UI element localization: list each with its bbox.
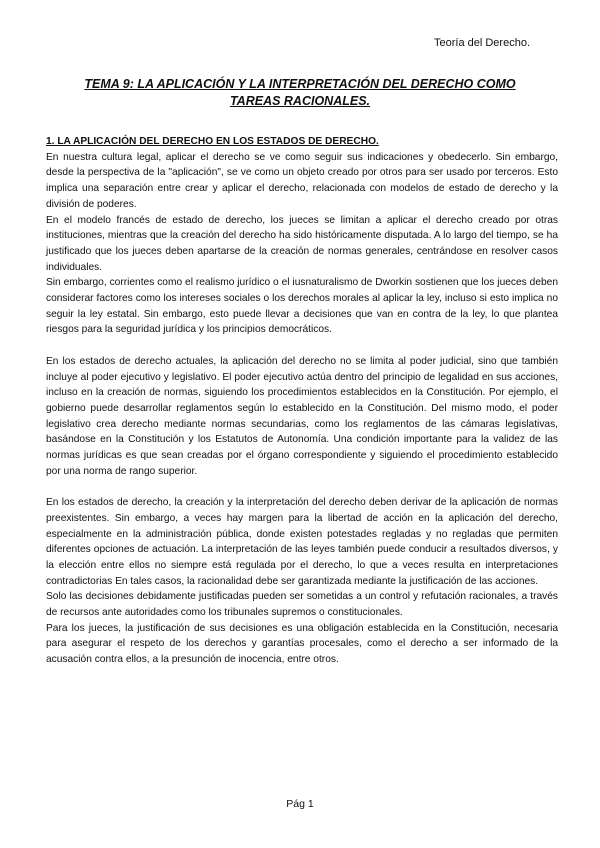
paragraph-3: Sin embargo, corrientes como el realismo jurídico o el iusnaturalismo de Dworkin sostienen que los jueces deben considerar factores como los intereses sociales o los derechos morales al aplicar la ley, incluso si esto implica no seguir la ley estatal. Sin embargo, esto puede llevar a decisiones que van en contra de la ley, lo que plantea riesgos para la seguridad jurídica y los principios democráticos. [46,277,558,336]
paragraph-6: Solo las decisiones debidamente justificadas pueden ser sometidas a un control y refutación racionales, a través de recursos ante autoridades como los tribunales supremos o constitucionales. [46,591,558,619]
document-body [46,134,558,668]
paragraph-5: En los estados de derecho, la creación y la interpretación del derecho deben derivar de la aplicación de normas preexistentes. Sin embargo, a veces hay margen para la libertad de acción en la aplicación del derecho, especialmente en la administración pública, donde existen potestades regladas y no regladas que permiten diferentes opciones de actuación. La interpretación de las leyes también puede conducir a resultados diversos, y la elección entre ellos no siempre está regulada por el derecho, lo que a veces resulta en interpretaciones contradictorias En tales casos, la racionalidad debe ser garantizada mediante la justificación de las acciones. [46,497,558,587]
paragraph-2: En el modelo francés de estado de derecho, los jueces se limitan a aplicar el derecho creado por otras instituciones, mientras que la creación del derecho ha sido históricamente disputada. A lo largo del tiempo, se ha justificado que los jueces deben apartarse de la creación de normas generales, centrándose en resolver casos individuales. [46,214,558,273]
section-heading: 1. LA APLICACIÓN DEL DERECHO EN LOS ESTADOS DE DERECHO. [46,136,379,147]
paragraph-7: Para los jueces, la justificación de sus decisiones es una obligación establecida en la Constitución, necesaria para asegurar el respeto de los derechos y garantías procesales, como el derecho a ser informado de la acusación contra ellos, a la presunción de inocencia, entre otros. [46,622,558,666]
paragraph-4: En los estados de derecho actuales, la aplicación del derecho no se limita al poder judicial, sino que también incluye al poder ejecutivo y legislativo. El poder ejecutivo actúa dentro del principio de legalidad en sus acciones, incluso en la creación de normas, siguiendo los procedimientos establecidos en la Constitución. Por ejemplo, el gobierno puede desarrollar reglamentos según lo establecido en la Constitución. Del mismo modo, el poder legislativo crea derecho mediante normas secundarias, como los reglamentos de las cámaras legislativas, basándose en la Constitución y los Estatutos de Autonomía. Una condición importante para la validez de las normas jurídicas es que sean creadas por el órgano correspondiente y siguiendo el procedimiento establecido por una norma de rango superior. [46,355,558,477]
paragraph-1: En nuestra cultura legal, aplicar el derecho se ve como seguir sus indicaciones y obedecerlo. Sin embargo, desde la perspectiva de la "aplicación", se ve como un objeto creado por otros para ser usado por terceros. Esto implica una separación entre crear y aplicar el derecho, relacionada con modelos de estado de derecho y la división de poderes. [46,151,558,210]
page-title: TEMA 9: LA APLICACIÓN Y LA INTERPRETACIÓN DEL DERECHO COMO TAREAS RACIONALES. [84,77,516,108]
course-header: Teoría del Derecho. [434,37,530,49]
page-number: Pág 1 [286,798,314,810]
